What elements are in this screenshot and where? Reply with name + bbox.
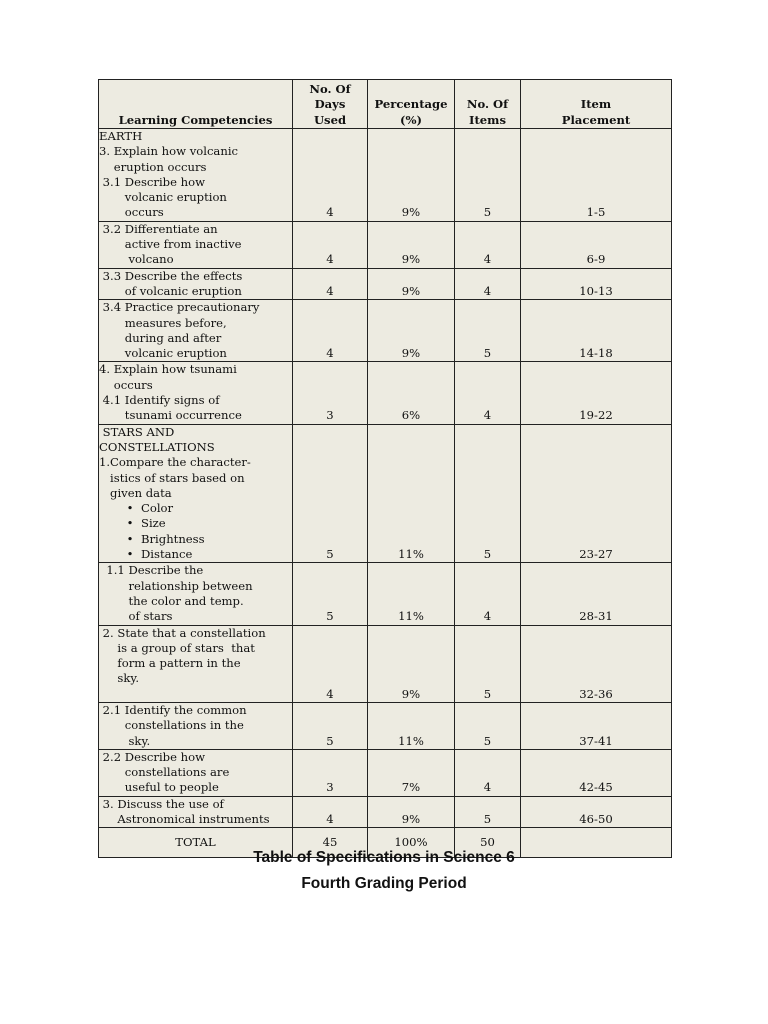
placement-cell: 23-27 xyxy=(521,424,672,563)
competency-line: sky. xyxy=(99,733,151,748)
table-row xyxy=(99,221,672,268)
competency-line: Astronomical instruments xyxy=(99,812,270,827)
competency-line: 3. Discuss the use of xyxy=(99,796,224,811)
competency-cell xyxy=(99,625,293,702)
competency-line: useful to people xyxy=(99,780,219,795)
competency-line: istics of stars based on xyxy=(99,470,245,485)
table-row xyxy=(99,268,672,300)
competency-cell xyxy=(99,129,293,222)
placement-cell: 32-36 xyxy=(521,625,672,702)
days-cell: 4 xyxy=(293,221,368,268)
competency-cell xyxy=(99,796,293,828)
competency-line: 2.2 Describe how xyxy=(99,749,205,764)
header-percentage-line: (%) xyxy=(400,112,422,127)
competency-line: 2. State that a constellation xyxy=(99,625,266,640)
competency-line: tsunami occurrence xyxy=(99,408,242,423)
items-cell: 5 xyxy=(455,300,521,362)
competency-line: EARTH xyxy=(99,129,143,143)
total-items: 50 xyxy=(455,828,521,858)
competency-cell xyxy=(99,749,293,796)
placement-cell: 10-13 xyxy=(521,268,672,300)
grading-period: Fourth Grading Period xyxy=(301,875,467,892)
competency-line: of volcanic eruption xyxy=(99,283,242,298)
competency-cell xyxy=(99,268,293,300)
total-days: 45 xyxy=(293,828,368,858)
percentage-cell: 9% xyxy=(368,221,455,268)
table-row xyxy=(99,749,672,796)
table-title: Table of Specifications in Science 6 xyxy=(253,849,515,866)
placement-cell: 14-18 xyxy=(521,300,672,362)
percentage-cell: 9% xyxy=(368,129,455,222)
days-cell: 4 xyxy=(293,625,368,702)
placement-cell: 6-9 xyxy=(521,221,672,268)
table-row xyxy=(99,702,672,749)
bullet-item xyxy=(99,532,292,547)
items-cell: 4 xyxy=(455,221,521,268)
competency-cell xyxy=(99,221,293,268)
table-row xyxy=(99,625,672,702)
percentage-cell: 6% xyxy=(368,362,455,424)
items-cell: 5 xyxy=(455,424,521,563)
header-days-line: No. Of xyxy=(309,82,351,97)
competency-line: during and after xyxy=(99,330,222,345)
header-days-line: Days xyxy=(314,97,346,112)
percentage-cell: 9% xyxy=(368,268,455,300)
competency-line: relationship between xyxy=(99,578,253,593)
total-percentage: 100% xyxy=(368,828,455,858)
header-row xyxy=(99,80,672,129)
competency-line: the color and temp. xyxy=(99,593,244,608)
table-row xyxy=(99,129,672,222)
competency-line: 2.1 Identify the common xyxy=(99,702,247,717)
competency-cell xyxy=(99,702,293,749)
days-cell: 3 xyxy=(293,749,368,796)
competency-line: 4.1 Identify signs of xyxy=(99,393,220,408)
competency-line: of stars xyxy=(99,609,173,624)
competency-line: given data xyxy=(99,485,172,500)
competency-line: sky. xyxy=(99,671,140,686)
items-cell: 4 xyxy=(455,563,521,625)
competency-line: 3.1 Describe how xyxy=(99,174,205,189)
items-cell: 4 xyxy=(455,362,521,424)
header-placement-line: Item xyxy=(580,97,612,112)
competency-line: volcanic eruption xyxy=(99,346,227,361)
bullet-item xyxy=(99,501,292,516)
competency-line: STARS AND xyxy=(99,424,175,439)
table-row xyxy=(99,362,672,424)
competency-line: is a group of stars that xyxy=(99,640,255,655)
header-item-placement xyxy=(521,80,672,129)
competency-line: occurs xyxy=(99,377,153,392)
competency-line: CONSTELLATIONS xyxy=(99,439,215,454)
table-row xyxy=(99,300,672,362)
placement-cell: 37-41 xyxy=(521,702,672,749)
competency-line: constellations in the xyxy=(99,718,244,733)
percentage-cell: 7% xyxy=(368,749,455,796)
competency-line: 1.Compare the character- xyxy=(99,455,251,470)
placement-cell: 42-45 xyxy=(521,749,672,796)
items-cell: 4 xyxy=(455,749,521,796)
percentage-cell: 9% xyxy=(368,300,455,362)
table-row xyxy=(99,563,672,625)
header-days-line: Used xyxy=(313,112,347,127)
header-items-line: No. Of xyxy=(466,97,509,112)
placement-cell: 28-31 xyxy=(521,563,672,625)
header-learning-competencies: Learning Competencies xyxy=(99,80,293,129)
bullet-item xyxy=(99,547,292,562)
days-cell: 5 xyxy=(293,424,368,563)
header-no-of-items xyxy=(455,80,521,129)
items-cell: 4 xyxy=(455,268,521,300)
percentage-cell: 11% xyxy=(368,424,455,563)
bullet-text: Distance xyxy=(141,547,193,562)
percentage-cell: 11% xyxy=(368,563,455,625)
table-row xyxy=(99,424,672,563)
competency-line xyxy=(99,687,292,702)
competency-line: volcano xyxy=(99,252,174,267)
competency-line: 3.3 Describe the effects xyxy=(99,268,243,283)
header-placement-line: Placement xyxy=(561,112,631,127)
placement-cell: 1-5 xyxy=(521,129,672,222)
placement-cell: 46-50 xyxy=(521,796,672,828)
competency-cell xyxy=(99,563,293,625)
table-body xyxy=(99,129,672,828)
bullet-text: Brightness xyxy=(141,531,205,546)
competency-cell xyxy=(99,300,293,362)
competency-cell xyxy=(99,362,293,424)
competency-cell xyxy=(99,424,293,563)
competency-line: active from inactive xyxy=(99,237,242,252)
percentage-cell: 11% xyxy=(368,702,455,749)
competency-line: occurs xyxy=(99,205,164,220)
total-label: TOTAL xyxy=(99,828,293,858)
header-days-used xyxy=(293,80,368,129)
competency-line: 3. Explain how volcanic xyxy=(99,144,239,159)
days-cell: 5 xyxy=(293,563,368,625)
bullet-text: Color xyxy=(141,501,174,516)
header-percentage-line: Percentage xyxy=(374,97,448,112)
competency-line: 4. Explain how tsunami xyxy=(99,362,237,377)
items-cell: 5 xyxy=(455,702,521,749)
placement-cell: 19-22 xyxy=(521,362,672,424)
header-items-line: Items xyxy=(469,112,506,127)
competency-line: form a pattern in the xyxy=(99,656,241,671)
items-cell: 5 xyxy=(455,625,521,702)
days-cell: 4 xyxy=(293,268,368,300)
percentage-cell: 9% xyxy=(368,625,455,702)
days-cell: 4 xyxy=(293,796,368,828)
competency-line: 3.2 Differentiate an xyxy=(99,221,218,236)
competency-line: measures before, xyxy=(99,315,227,330)
days-cell: 4 xyxy=(293,129,368,222)
competency-line: eruption occurs xyxy=(99,159,207,174)
items-cell: 5 xyxy=(455,129,521,222)
items-cell: 5 xyxy=(455,796,521,828)
percentage-cell: 9% xyxy=(368,796,455,828)
specifications-table xyxy=(98,79,672,858)
table-row xyxy=(99,796,672,828)
competency-line: 3.4 Practice precautionary xyxy=(99,300,260,315)
days-cell: 3 xyxy=(293,362,368,424)
header-percentage xyxy=(368,80,455,129)
competency-line: volcanic eruption xyxy=(99,190,227,205)
days-cell: 4 xyxy=(293,300,368,362)
bullet-item xyxy=(99,516,292,531)
days-cell: 5 xyxy=(293,702,368,749)
competency-line: 1.1 Describe the xyxy=(99,563,204,578)
competency-line: constellations are xyxy=(99,765,230,780)
bullet-text: Size xyxy=(141,516,166,531)
